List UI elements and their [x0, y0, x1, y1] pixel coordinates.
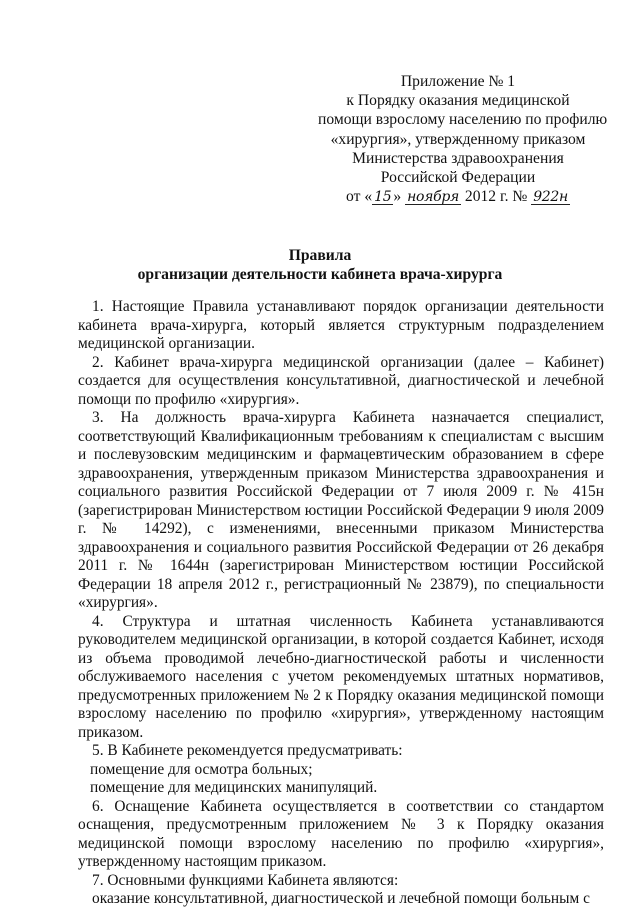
appendix-line-6: Российской Федерации — [380, 169, 536, 187]
paragraph-7-item-1: оказание консультативной, диагностической и лечебной помощи больным с — [92, 890, 590, 907]
appendix-header — [318, 72, 608, 206]
paragraph-3: 3. На должность врача-хирурга Кабинета назначается специалист, соответствующий Квалификационным требованиям к специалистам с высшим и послевузовским медицинским и фармацевтическим образованием в сфере здравоохранения, утвержденным приказом Министерства здравоохранения и социального развития Российской Федерации от 7 июля 2009 г. № 415н (зарегистрирован Министерством юстиции Российской Федерации 9 июля 2009 г. № 14292), с изменениями, внесенными приказом Министерства здравоохранения и социального развития Российской Федерации от 26 декабря 2011 г. № 1644н (зарегистрирован Министерством юстиции Российской Федерации 18 апреля 2012 г., регистрационный № 23879), по специальности «хирургия». — [78, 409, 604, 611]
document-body — [78, 298, 604, 909]
title-line-2: организации деятельности кабинета врача-хирурга — [137, 266, 503, 284]
appendix-line-2: к Порядку оказания медицинской — [346, 92, 570, 110]
handwritten-day: 15 — [374, 189, 392, 206]
appendix-line-3: помощи взрослому населению по профилю — [318, 111, 608, 129]
paragraph-4: 4. Структура и штатная численность Кабинета устанавливаются руководителем медицинской организации, в которой создается Кабинет, исходя из объема проводимой лечебно-диагностической работы и численности обслуживаемого населения с учетом рекомендуемых штатных нормативов, предусмотренных приложением № 2 к Порядку оказания медицинской помощи взрослому населению по профилю «хирургия», утвержденному настоящим приказом. — [78, 612, 604, 741]
handwritten-order-number: 922н — [533, 189, 568, 206]
paragraph-6: 6. Оснащение Кабинета осуществляется в соответствии со стандартом оснащения, предусмотренным приложением № 3 к Порядку оказания медицинской помощи взрослому населению по профилю «хирургия», утвержденному настоящим приказом. — [78, 797, 604, 870]
appendix-line-4: «хирургия», утвержденному приказом — [330, 130, 586, 148]
paragraph-5: 5. В Кабинете рекомендуется предусматривать: — [92, 742, 403, 759]
document-title — [0, 246, 640, 285]
paragraph-1: 1. Настоящие Правила устанавливают порядок организации деятельности кабинета врача-хирурга, который является структурным подразделением медицинской организации. — [78, 298, 604, 352]
appendix-line-5: Министерства здравоохранения — [352, 149, 564, 167]
date-year: 2012 г. № — [464, 188, 528, 206]
paragraph-7: 7. Основными функциями Кабинета являются: — [92, 871, 399, 889]
appendix-line-1: Приложение № 1 — [400, 73, 516, 90]
handwritten-month: ноября — [407, 189, 459, 206]
paragraph-5-item-2: помещение для медицинских манипуляций. — [90, 779, 378, 796]
title-line-1: Правила — [288, 247, 352, 264]
paragraph-5-item-1: помещение для осмотра больных; — [90, 760, 313, 778]
appendix-date-line: от « 15 » ноября 2012 г. № 922н — [346, 188, 568, 206]
date-prefix: от « — [346, 188, 373, 206]
paragraph-2: 2. Кабинет врача-хирурга медицинской организации (далее – Кабинет) создается для осуществления консультативной, диагностической и лечебной помощи по профилю «хирургия». — [78, 353, 604, 408]
